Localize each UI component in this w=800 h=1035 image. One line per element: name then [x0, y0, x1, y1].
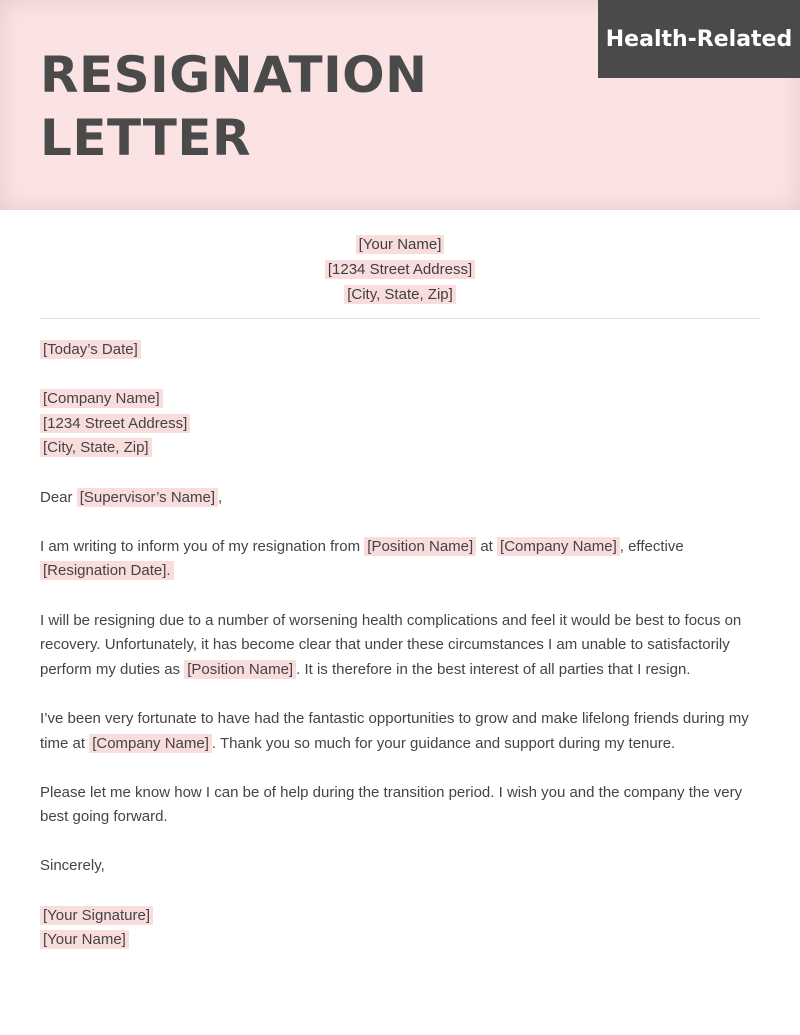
sender-name: [Your Name]	[356, 235, 445, 254]
todays-date: [Today’s Date]	[40, 340, 141, 359]
resignation-date: [Resignation Date].	[40, 561, 174, 580]
letter-body	[40, 338, 768, 977]
paragraph-3	[40, 707, 768, 756]
sender-city: [City, State, Zip]	[344, 285, 456, 304]
your-name: [Your Name]	[40, 930, 129, 949]
date-line	[40, 338, 768, 363]
paragraph-2	[40, 609, 768, 683]
para1-text-c: , effective	[619, 537, 684, 555]
salutation	[40, 486, 768, 511]
para3-text-a: I’ve been very fortunate to have had the fantastic opportunities to grow and make lifelong friends during my time at	[40, 709, 749, 752]
paragraph-1	[40, 535, 768, 584]
para2-text-b: . It is therefore in the best interest of all parties that I resign.	[296, 660, 691, 678]
position-name: [Position Name]	[184, 660, 296, 679]
para1-text-a: I am writing to inform you of my resignation from	[40, 537, 365, 555]
category-tag: Health-Related	[598, 0, 800, 78]
company-name: [Company Name]	[497, 537, 620, 556]
title-line-2: LETTER	[40, 109, 252, 167]
para3-text-b: . Thank you so much for your guidance and support during my tenure.	[211, 734, 676, 752]
header-banner	[0, 0, 800, 210]
page-title	[40, 44, 428, 170]
recipient-block	[40, 387, 768, 461]
para1-text-b: at	[476, 537, 498, 555]
salutation-prefix: Dear	[40, 488, 77, 506]
recipient-address: [1234 Street Address]	[40, 414, 190, 433]
your-signature: [Your Signature]	[40, 906, 153, 925]
sender-block	[0, 232, 800, 307]
title-line-1: RESIGNATION	[40, 46, 428, 104]
supervisor-name: [Supervisor’s Name]	[77, 488, 218, 507]
salutation-suffix: ,	[218, 488, 223, 506]
company-name: [Company Name]	[89, 734, 212, 753]
recipient-company: [Company Name]	[40, 389, 163, 408]
closing: Sincerely,	[40, 857, 105, 875]
signature-block	[40, 904, 768, 953]
paragraph-4: Please let me know how I can be of help during the transition period. I wish you and the company the very best going forward.	[40, 783, 743, 826]
sender-address: [1234 Street Address]	[325, 260, 475, 279]
para2-text-a: I will be resigning due to a number of worsening health complications and feel it would be best to focus on recovery. Unfortunately, it has become clear that under these circumstances I am unable to satisfactorily perform my duties as	[40, 611, 742, 678]
position-name: [Position Name]	[364, 537, 476, 556]
recipient-city: [City, State, Zip]	[40, 438, 152, 457]
divider	[40, 318, 760, 319]
